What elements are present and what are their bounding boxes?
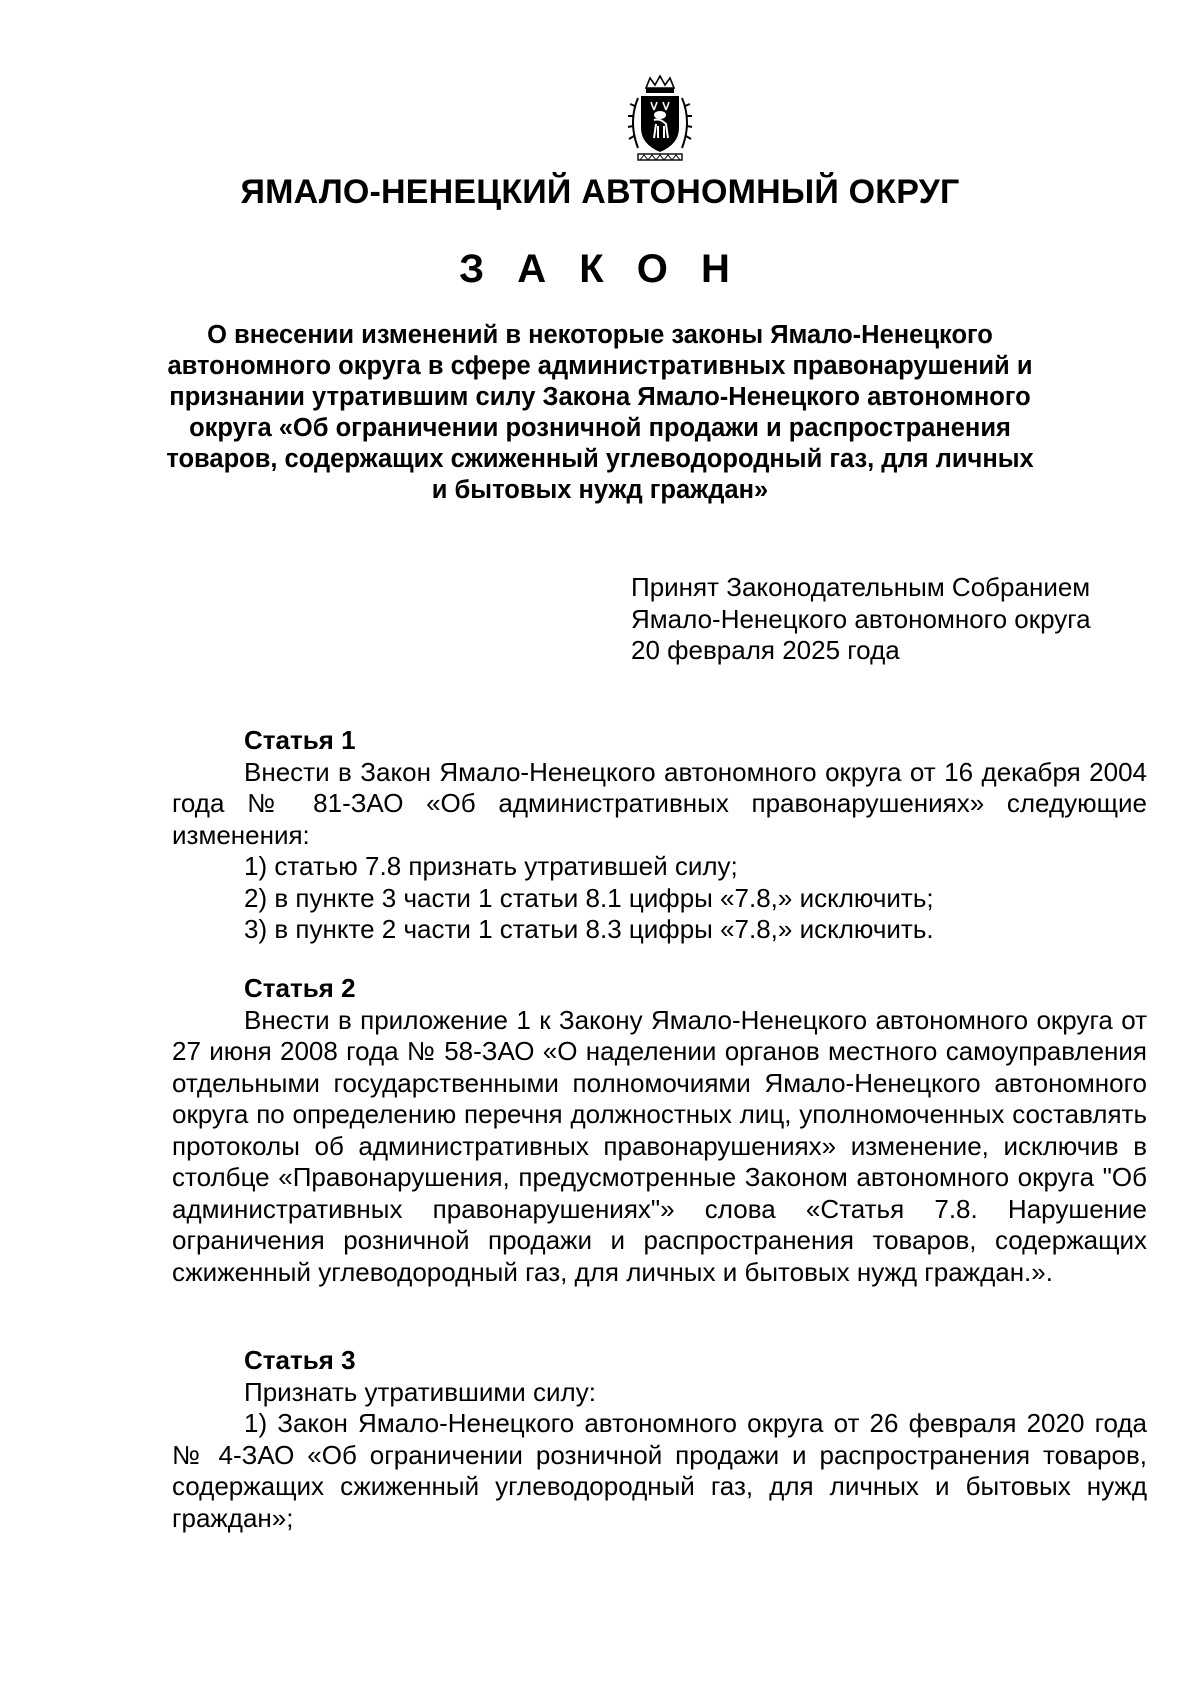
adoption-block [631,572,1091,667]
coat-of-arms-icon [624,74,696,166]
article-2 [172,973,1147,1288]
list-item: 2) в пункте 3 части 1 статьи 8.1 цифры «7.8,» исключить; [244,882,934,913]
list-item: 1) Закон Ямало-Ненецкого автономного округа от 26 февраля 2020 года № 4-ЗАО «Об ограничении розничной продажи и распространения товаров, содержащих сжиженный углеводородный газ, для личных и бытовых нужд граждан»; [172,1408,1147,1533]
adoption-line: Принят Законодательным Собранием [631,572,1091,602]
law-title: О внесении изменений в некоторые законы Ямало-Ненецкого автономного округа в сфере административных правонарушений и признании утратившим силу Закона Ямало-Ненецкого автономного округа «Об ограничении розничной продажи и распространения товаров, содержащих сжиженный углеводородный газ, для личных и бытовых нужд граждан» [166,321,1034,504]
article-paragraph: Внести в Закон Ямало-Ненецкого автономного округа от 16 декабря 2004 года № 81-ЗАО «Об административных правонарушениях» следующие изменения: [172,756,1147,850]
article-paragraph: Внести в приложение 1 к Закону Ямало-Ненецкого автономного округа от 27 июня 2008 года № 58-ЗАО «О наделении органов местного самоуправления отдельными государственными полномочиями Ямало-Ненецкого автономного округа по определению перечня должностных лиц, уполномоченных составлять протоколы об административных правонарушениях» изменение, исключив в столбце «Правонарушения, предусмотренные Законом автономного округа "Об административных правонарушениях"» слова «Статья 7.8. Нарушение ограничения розничной продажи и распространения товаров, содержащих сжиженный углеводородный газ, для личных и бытовых нужд граждан.». [172,1004,1147,1287]
adoption-date: 20 февраля 2025 года [631,635,900,665]
list-item: 1) статью 7.8 признать утратившей силу; [244,851,738,881]
adoption-line: Ямало-Ненецкого автономного округа [631,603,1091,634]
region-title: ЯМАЛО-НЕНЕЦКИЙ АВТОНОМНЫЙ ОКРУГ [240,173,960,211]
list-item: 3) в пункте 2 части 1 статьи 8.3 цифры «7.8,» исключить. [244,914,934,944]
article-heading: Статья 1 [244,725,356,755]
article-paragraph: Признать утратившими силу: [244,1376,596,1407]
article-1 [172,725,1147,946]
article-heading: Статья 2 [244,973,356,1003]
article-heading: Статья 3 [244,1345,356,1375]
document-type: З А К О Н [459,247,741,291]
article-3 [172,1345,1147,1534]
